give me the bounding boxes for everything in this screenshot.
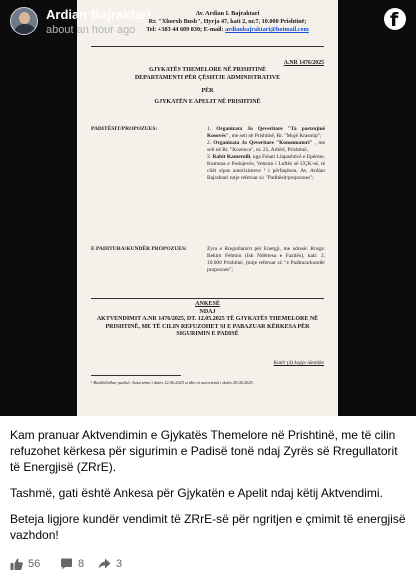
- court-line-1: GJYKATËS THEMELORE NË PRISHTINË: [149, 67, 266, 73]
- letterhead-address: Rr. "Xhorxh Bush", Hyrja 47, kati 2, nr.7, 10.000 Prishtinë;: [148, 18, 307, 25]
- comment-count: 8: [78, 558, 85, 570]
- appeal-subject: AKTVENDIMIT A.NR 1476/2025, DT. 12.05.2025 TË GJYKATËS THEMELORE NË PRISHTINË, ME TË CILIN REFUZOHET SI E PABAZUAR KËRKESA PËR SIGURIMIN E PADISË: [96, 316, 319, 338]
- defendant-label: E PADITURA/KUNDËR PROPOZUES:: [91, 246, 187, 252]
- appeal-title: ANKESË: [195, 301, 220, 307]
- author-name[interactable]: Ardian Bajraktari: [46, 7, 151, 22]
- letterhead-tel: Tel: +383 44 609 830; E-mail:: [146, 26, 226, 33]
- defendant-text: Zyra e Rregullatorit për Energji, me adresë: Rruga: Bekim Fehmiu (Ish Ndërtesa e Fazitës), kati: 2, 10.000 Prishtinë, (tutje referuar si: "e Paditura/kundër propozues";: [207, 246, 325, 273]
- plaintiff-rest: , nga Fshati Llapashticë e Epërme, Komuna e Podujevës, Veteran i Luftës së UÇK-së, të cilët sipas autorizimeve ¹ i përfaqëson, Av. Ardian Bajraktari tutje referuar si: "Paditësit/propozues";: [207, 154, 325, 181]
- case-number: A.NR 1476/2025: [283, 60, 324, 66]
- letterhead-email: ardianbajraktari@hotmail.com: [225, 26, 309, 33]
- plaintiffs-list: [207, 126, 325, 182]
- plaintiff-item: [207, 140, 325, 154]
- court-line-2: DEPARTAMENTI PËR ÇËSHTJE ADMINISTRATIVE: [134, 74, 281, 81]
- plaintiff-name: Rabit Kamerolli: [212, 154, 251, 160]
- copies-note: Katër (4) kopje identike: [273, 360, 324, 366]
- avatar[interactable]: [10, 7, 38, 35]
- post-text: [10, 427, 408, 553]
- facebook-logo-icon[interactable]: f: [384, 8, 406, 30]
- post-paragraph-3: Beteja ligjore kundër vendimit të ZRrE-së për ngritjen e çmimit të energjisë vazhdon!: [10, 512, 406, 542]
- footnote-rule: [91, 375, 181, 376]
- document-image: [77, 0, 338, 416]
- post-header: [0, 0, 416, 42]
- like-count: 56: [28, 558, 41, 570]
- post-paragraph-2: Tashmë, gati është Ankesa për Gjykatën e Apelit ndaj këtij Aktvendimi.: [10, 486, 383, 500]
- appeal-ndaj: NDAJ: [199, 308, 216, 315]
- court-line-3: PËR: [201, 88, 214, 95]
- plaintiff-num: 2.: [207, 140, 212, 146]
- court-heading: [77, 67, 338, 106]
- plaintiff-name: Organizata Jo Qeveritare "Konsumatori": [213, 140, 313, 146]
- appeal-heading: [77, 301, 338, 339]
- footnote: ¹ Bashkëlidhur padisë: Autorizimi i datës 12.06.2025 si dhe ai autorizimi i datës 29.04.2025.: [91, 380, 254, 385]
- plaintiff-num: 1.: [207, 126, 212, 132]
- plaintiff-name: Organizata Jo Qeveritare "Ta pastrojmë Kosovës": [207, 126, 325, 139]
- plaintiff-item: [207, 154, 325, 182]
- plaintiff-item: [207, 126, 325, 140]
- plaintiff-num: 3.: [207, 154, 212, 160]
- post-paragraph-1: Kam pranuar Aktvendimin e Gjykatës Themelore në Prishtinë, me të cilin refuzohet kërkesa për sigurimin e Padisë tonë ndaj Zyrës së Rregullatorit të Energjisë (ZRrE).: [10, 428, 398, 474]
- thumbs-up-icon: [10, 558, 23, 570]
- plaintiffs-label: PADITËSIT/PROPOZUES:: [91, 126, 158, 132]
- comment-icon: [60, 558, 73, 570]
- court-line-4: GJYKATËN E APELIT NË PRISHTINË: [154, 98, 261, 105]
- share-count: 3: [116, 558, 123, 570]
- plaintiff-rest: , me seli në Rr. "Kozenca", nr. 25, Arbëri, Prishtinë,: [207, 140, 325, 153]
- plaintiff-rest: , me seli në Prishtinë, Rr. "Mujë Krasniqi";: [228, 133, 322, 139]
- letterhead-rule: [91, 46, 324, 47]
- avatar-head: [19, 12, 30, 24]
- letterhead-name: Av. Ardian I. Bajraktari: [195, 10, 260, 17]
- section-rule: [91, 298, 324, 299]
- avatar-body: [14, 24, 36, 35]
- post-timestamp[interactable]: about an hour ago: [46, 24, 136, 36]
- share-icon: [98, 558, 111, 570]
